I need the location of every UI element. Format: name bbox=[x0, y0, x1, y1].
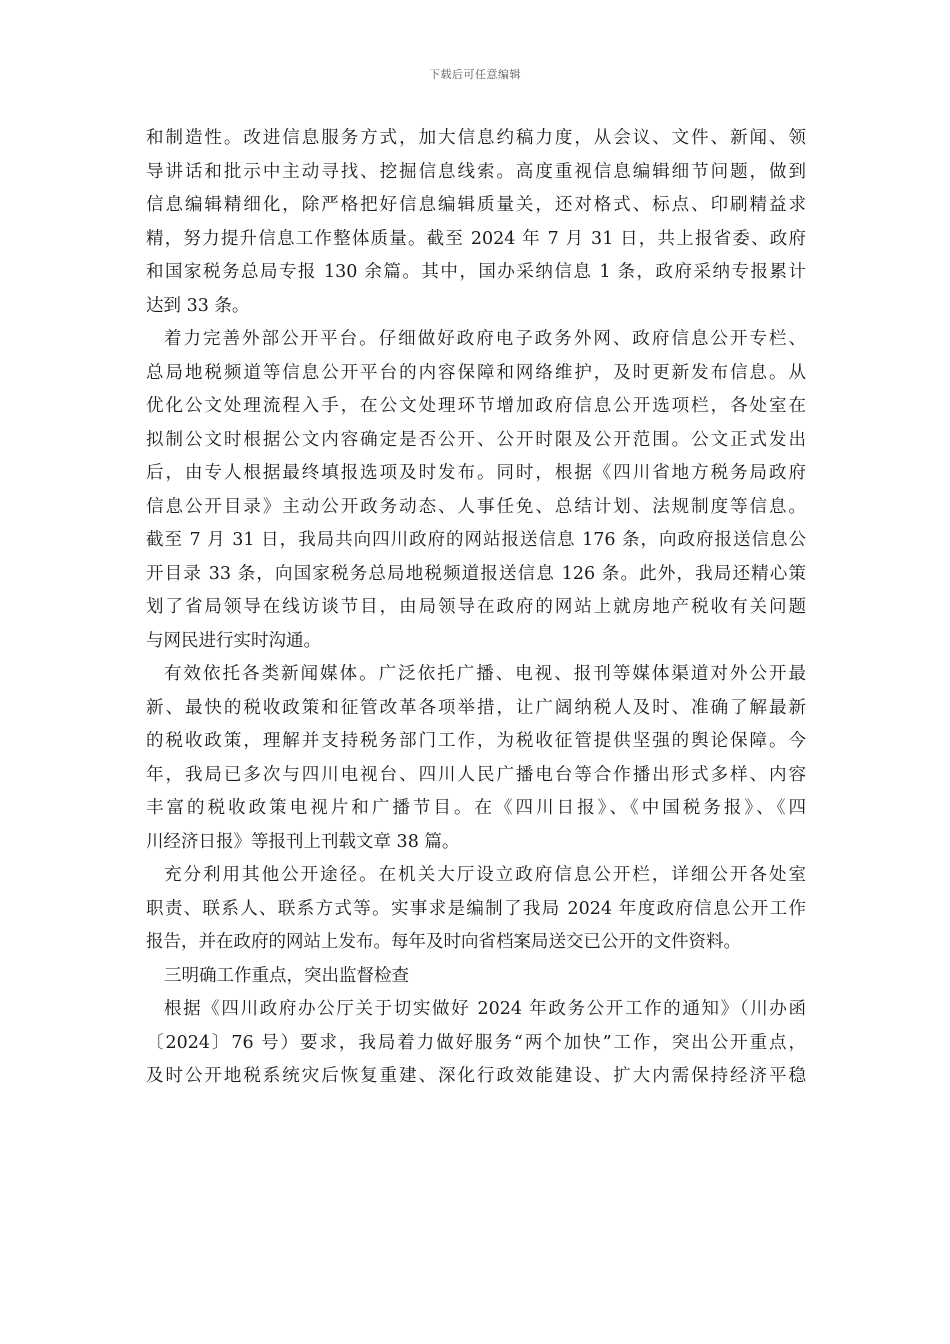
text-line: 信息公开目录》主动公开政务动态、人事任免、总结计划、法规制度等信息。 bbox=[146, 496, 806, 517]
text-line: 新、最快的税收政策和征管改革各项举措，让广阔纳税人及时、准确了解最新 bbox=[146, 697, 806, 718]
page-header-note: 下载后可任意编辑 bbox=[429, 68, 521, 81]
text-line: 根据《四川政府办公厅关于切实做好 2024 年政务公开工作的通知》（川办函 bbox=[164, 999, 806, 1019]
text-line: 〔2024〕76 号）要求，我局着力做好服务“两个加快”工作，突出公开重点， bbox=[146, 1032, 806, 1053]
document-body bbox=[146, 122, 806, 1094]
text-line: 充分利用其他公开途径。在机关大厅设立政府信息公开栏，详细公开各处室 bbox=[164, 865, 806, 885]
paragraph-1 bbox=[146, 122, 806, 323]
text-line: 有效依托各类新闻媒体。广泛依托广播、电视、报刊等媒体渠道对外公开最 bbox=[164, 664, 806, 684]
text-line: 导讲话和批示中主动寻找、挖掘信息线索。高度重视信息编辑细节问题，做到 bbox=[146, 161, 806, 182]
text-line: 和国家税务总局专报 130 余篇。其中，国办采纳信息 1 条，政府采纳专报累计 bbox=[146, 262, 806, 282]
text-line: 着力完善外部公开平台。仔细做好政府电子政务外网、政府信息公开专栏、 bbox=[164, 329, 806, 349]
text-line: 优化公文处理流程入手，在公文处理环节增加政府信息公开选项栏，各处室在 bbox=[146, 396, 806, 416]
paragraph-3 bbox=[146, 658, 806, 859]
paragraph-6 bbox=[146, 993, 806, 1094]
text-line: 职责、联系人、联系方式等。实事求是编制了我局 2024 年度政府信息公开工作 bbox=[146, 898, 806, 919]
text-line: 精，努力提升信息工作整体质量。截至 2024 年 7 月 31 日，共上报省委、政府 bbox=[146, 228, 806, 249]
text-line: 达到 33 条。 bbox=[146, 295, 250, 316]
text-line: 后，由专人根据最终填报选项及时发布。同时，根据《四川省地方税务局政府 bbox=[146, 463, 806, 483]
text-line: 截至 7 月 31 日，我局共向四川政府的网站报送信息 176 条，向政府报送信息公 bbox=[146, 530, 806, 550]
text-line: 开目录 33 条，向国家税务总局地税频道报送信息 126 条。此外，我局还精心策 bbox=[146, 563, 806, 584]
paragraph-4 bbox=[146, 859, 806, 960]
paragraph-2 bbox=[146, 323, 806, 658]
text-line: 和制造性。改进信息服务方式，加大信息约稿力度，从会议、文件、新闻、领 bbox=[146, 128, 806, 148]
text-line: 拟制公文时根据公文内容确定是否公开、公开时限及公开范围。公文正式发出 bbox=[146, 429, 806, 450]
section-heading-text: 三明确工作重点，突出监督检查 bbox=[164, 965, 409, 986]
text-line: 丰富的税收政策电视片和广播节目。在《四川日报》、《中国税务报》、《四 bbox=[146, 798, 806, 818]
text-line: 年，我局已多次与四川电视台、四川人民广播电台等合作播出形式多样、内容 bbox=[146, 764, 806, 785]
text-line: 信息编辑精细化，除严格把好信息编辑质量关，还对格式、标点、印刷精益求 bbox=[146, 195, 806, 215]
text-line: 及时公开地税系统灾后恢复重建、深化行政效能建设、扩大内需保持经济平稳 bbox=[146, 1066, 806, 1086]
section-heading bbox=[146, 960, 806, 994]
text-line: 划了省局领导在线访谈节目，由局领导在政府的网站上就房地产税收有关问题 bbox=[146, 597, 806, 617]
text-line: 川经济日报》等报刊上刊载文章 38 篇。 bbox=[146, 831, 460, 852]
text-line: 的税收政策，理解并支持税务部门工作，为税收征管提供坚强的舆论保障。今 bbox=[146, 731, 806, 751]
text-line: 总局地税频道等信息公开平台的内容保障和网络维护，及时更新发布信息。从 bbox=[146, 362, 806, 383]
text-line: 报告，并在政府的网站上发布。每年及时向省档案局送交已公开的文件资料。 bbox=[146, 932, 741, 952]
text-line: 与网民进行实时沟通。 bbox=[146, 630, 321, 651]
